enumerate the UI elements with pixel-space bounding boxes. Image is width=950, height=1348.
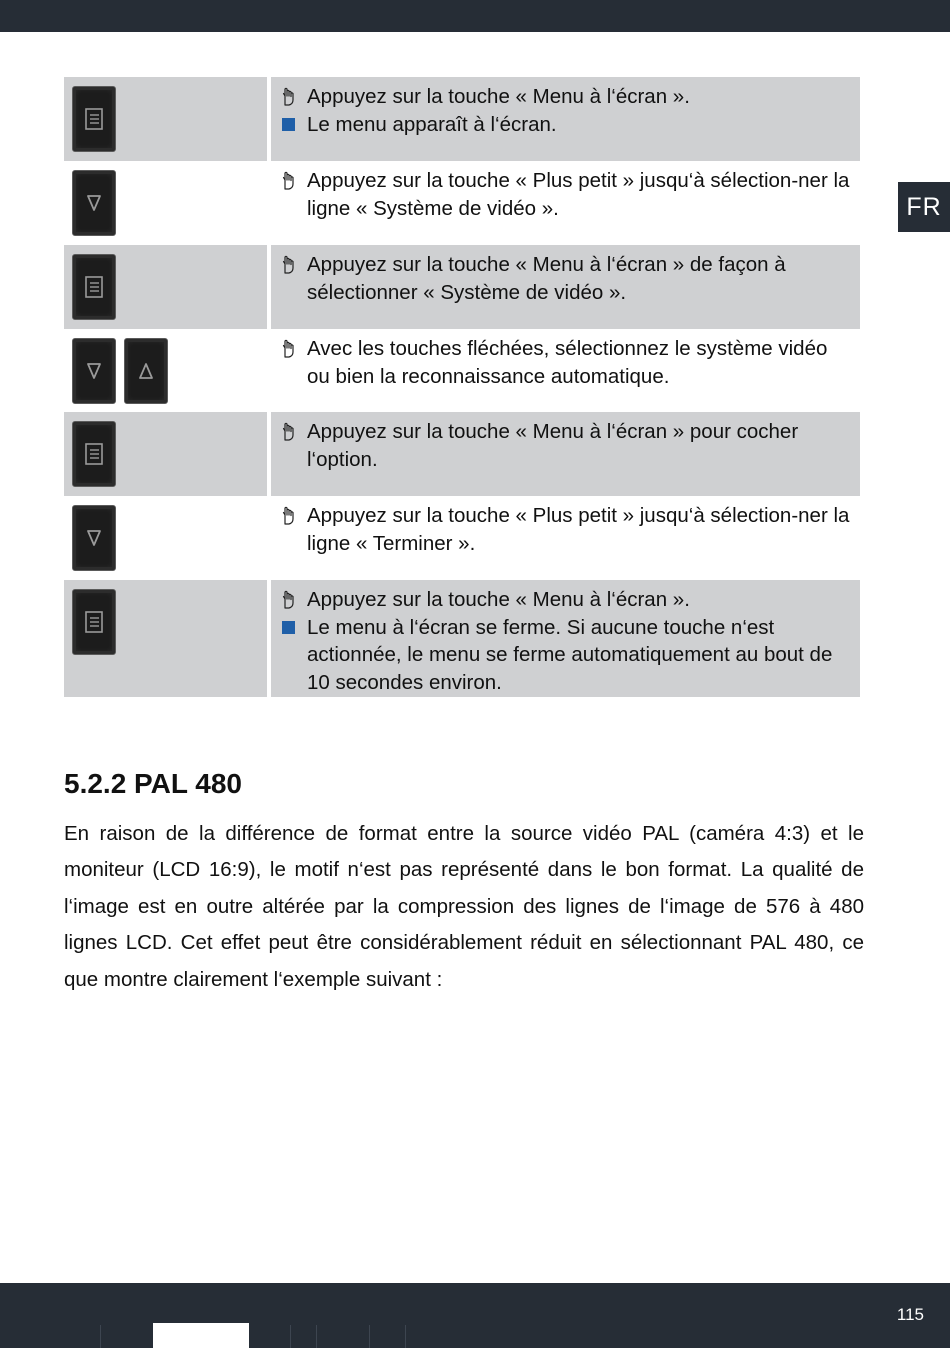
- step-row: [64, 412, 860, 496]
- menu-key-icon: [72, 421, 116, 487]
- down-arrow-key-icon: [72, 338, 116, 404]
- step-key-cell: [64, 161, 267, 245]
- step-row: [64, 580, 860, 697]
- up-arrow-key-icon: [124, 338, 168, 404]
- step-row: [64, 161, 860, 245]
- hand-pointer-icon: [281, 586, 307, 614]
- footer-tab: [153, 1323, 249, 1348]
- step-text-cell: [271, 580, 860, 697]
- step-key-cell: [64, 496, 267, 580]
- section-paragraph: En raison de la différence de format entre la source vidéo PAL (caméra 4:3) et le moniteur (LCD 16:9), le motif n‘est pas représenté dans le bon format. La qualité de l‘image est en outre altérée par la compression des lignes de l‘image de 576 à 480 lignes LCD. Cet effet peut être considérablement réduit en sélectionnant PAL 480, ce que montre clairement l‘exemple suivant :: [64, 822, 864, 991]
- step-text: Appuyez sur la touche « Menu à l‘écran » de façon à sélectionner « Système de vidéo ».: [307, 253, 786, 304]
- action-line: [281, 418, 852, 473]
- action-line: [281, 251, 852, 306]
- step-text: Appuyez sur la touche « Menu à l‘écran » pour cocher l‘option.: [307, 420, 799, 471]
- hand-pointer-icon: [281, 502, 307, 530]
- step-row: [64, 77, 860, 161]
- bottom-bar: [0, 1283, 950, 1348]
- step-text: Le menu apparaît à l‘écran.: [307, 112, 557, 136]
- menu-key-icon: [72, 254, 116, 320]
- hand-pointer-icon: [281, 167, 307, 195]
- step-key-cell: [64, 77, 267, 161]
- step-text: Appuyez sur la touche « Menu à l‘écran ».: [307, 588, 690, 611]
- footer-mark: [100, 1325, 101, 1348]
- menu-key-icon: [72, 589, 116, 655]
- result-square-icon: [281, 111, 307, 139]
- step-row: [64, 329, 860, 412]
- result-line: [281, 111, 852, 139]
- menu-key-icon: [72, 86, 116, 152]
- step-text: Appuyez sur la touche « Plus petit » jusqu‘à sélection-ner la ligne « Terminer ».: [307, 504, 850, 555]
- footer-mark: [290, 1325, 291, 1348]
- hand-pointer-icon: [281, 335, 307, 363]
- step-text-cell: [271, 161, 860, 245]
- step-text: Avec les touches fléchées, sélectionnez le système vidéo ou bien la reconnaissance automatique.: [307, 337, 828, 388]
- action-line: [281, 502, 852, 557]
- hand-pointer-icon: [281, 418, 307, 446]
- step-text: Le menu à l‘écran se ferme. Si aucune touche n‘est actionnée, le menu se ferme automatiquement au bout de 10 secondes environ.: [307, 615, 833, 694]
- step-row: [64, 245, 860, 329]
- footer-mark: [369, 1325, 370, 1348]
- hand-pointer-icon: [281, 83, 307, 111]
- step-key-cell: [64, 245, 267, 329]
- footer-mark: [405, 1325, 406, 1348]
- language-tab: FR: [898, 182, 950, 232]
- step-text: Appuyez sur la touche « Menu à l‘écran ».: [307, 85, 690, 108]
- page-number: 115: [896, 1305, 924, 1324]
- action-line: [281, 335, 852, 390]
- step-key-cell: [64, 580, 267, 697]
- hand-pointer-icon: [281, 251, 307, 279]
- top-bar: [0, 0, 950, 32]
- step-key-cell: [64, 329, 267, 412]
- result-square-icon: [281, 614, 307, 642]
- step-text-cell: [271, 245, 860, 329]
- down-arrow-key-icon: [72, 170, 116, 236]
- section-title: 5.2.2 PAL 480: [64, 768, 242, 799]
- action-line: [281, 586, 852, 614]
- step-text-cell: [271, 496, 860, 580]
- down-arrow-key-icon: [72, 505, 116, 571]
- footer-mark: [316, 1325, 317, 1348]
- action-line: [281, 167, 852, 222]
- step-row: [64, 496, 860, 580]
- step-text-cell: [271, 329, 860, 412]
- step-text-cell: [271, 77, 860, 161]
- action-line: [281, 83, 852, 111]
- result-line: [281, 614, 852, 697]
- step-text-cell: [271, 412, 860, 496]
- step-key-cell: [64, 412, 267, 496]
- step-text: Appuyez sur la touche « Plus petit » jusqu‘à sélection-ner la ligne « Système de vidéo ».: [307, 169, 850, 220]
- instruction-steps: [64, 77, 860, 697]
